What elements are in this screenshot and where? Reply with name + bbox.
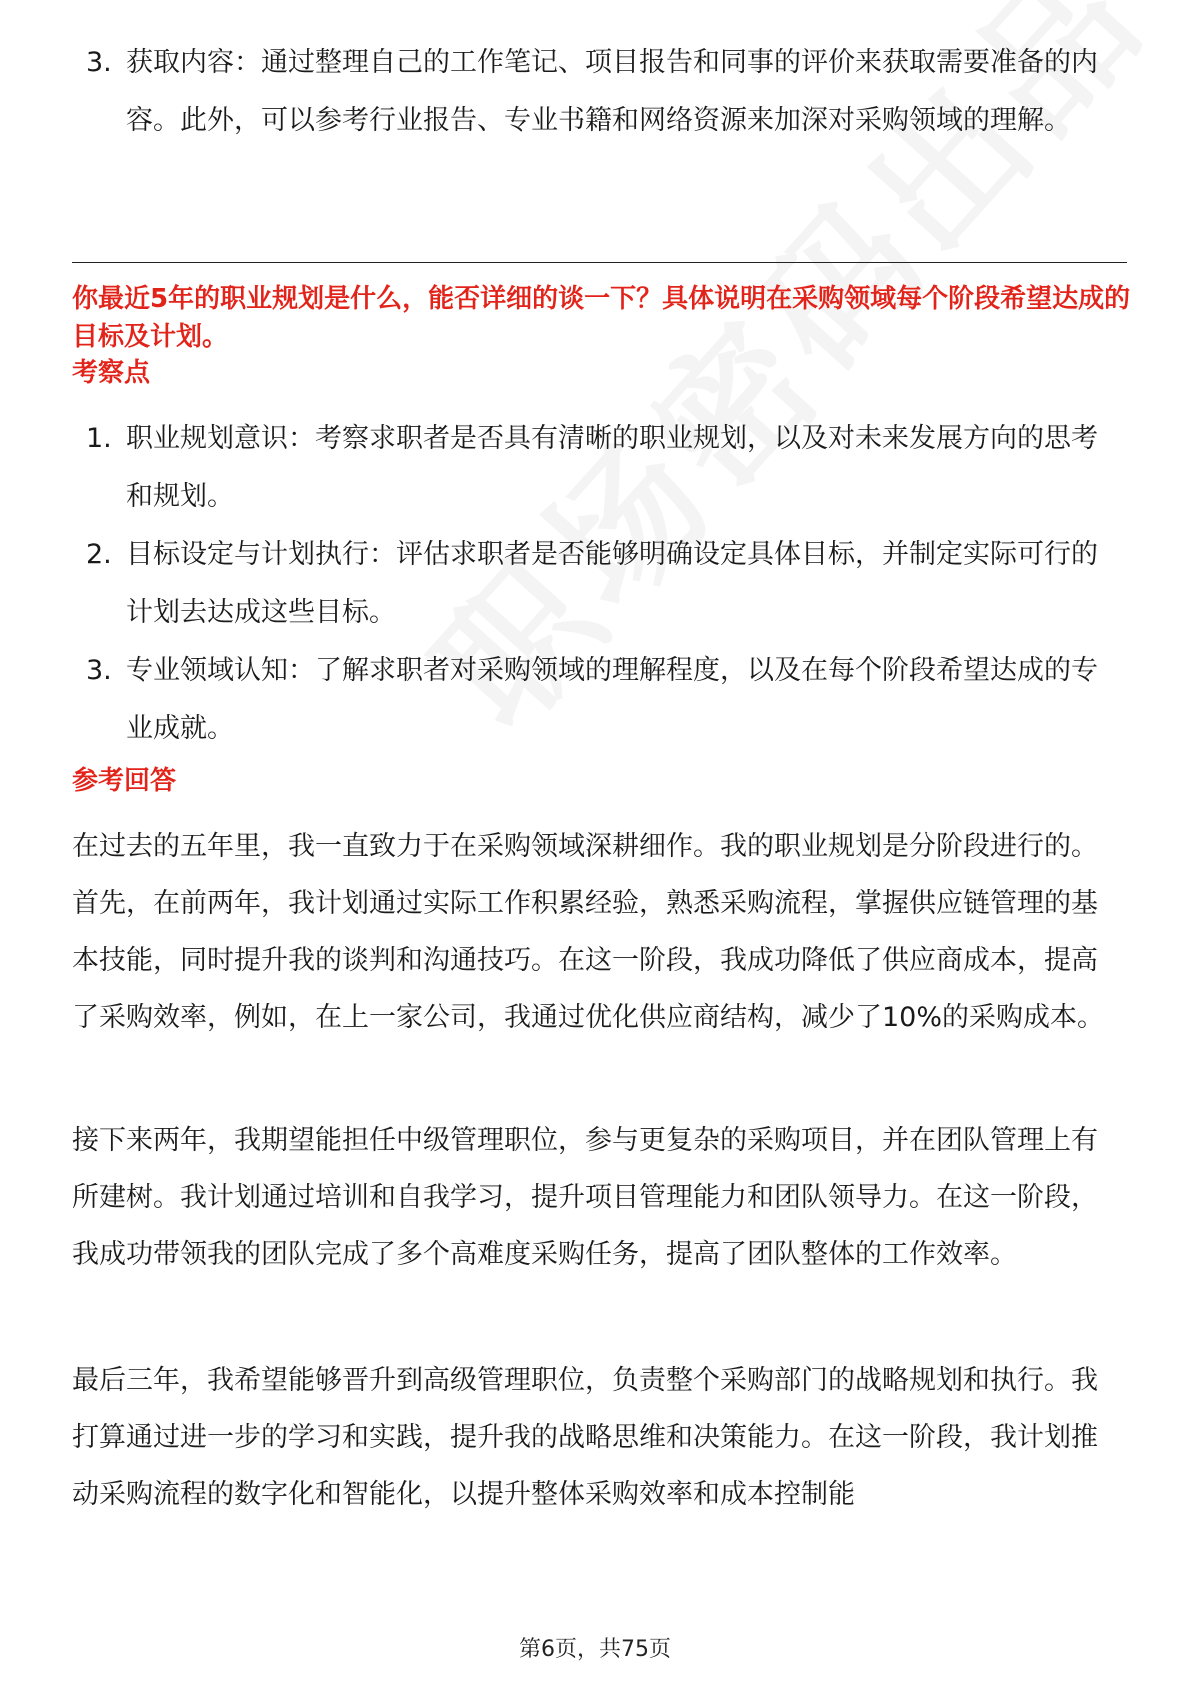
list-item <box>80 526 1110 642</box>
list-number: 3. <box>86 655 112 686</box>
question-title: 你最近5年的职业规划是什么，能否详细的谈一下？具体说明在采购领域每个阶段希望达成的目标及计划。 <box>72 284 1131 352</box>
list-text: 目标设定与计划执行：评估求职者是否能够明确设定具体目标，并制定实际可行的计划去达成这些目标。 <box>126 539 1098 628</box>
answer-heading: 参考回答 <box>72 766 177 796</box>
list-text: 职业规划意识：考察求职者是否具有清晰的职业规划，以及对未来发展方向的思考和规划。 <box>126 423 1098 512</box>
page-number: 第6页，共75页 <box>519 1637 671 1662</box>
assessment-heading: 考察点 <box>72 358 151 388</box>
list-number: 3. <box>86 47 112 78</box>
top-list <box>80 34 1110 150</box>
list-number: 1. <box>86 423 112 454</box>
answer-paragraph: 最后三年，我希望能够晋升到高级管理职位，负责整个采购部门的战略规划和执行。我打算通过进一步的学习和实践，提升我的战略思维和决策能力。在这一阶段，我计划推动采购流程的数字化和智能化，以提升整体采购效率和成本控制能 <box>72 1365 1098 1510</box>
list-item <box>80 642 1110 758</box>
answer-paragraph: 接下来两年，我期望能担任中级管理职位，参与更复杂的采购项目，并在团队管理上有所建树。我计划通过培训和自我学习，提升项目管理能力和团队领导力。在这一阶段，我成功带领我的团队完成了多个高难度采购任务，提高了团队整体的工作效率。 <box>72 1125 1098 1270</box>
answer-paragraph: 在过去的五年里，我一直致力于在采购领域深耕细作。我的职业规划是分阶段进行的。首先，在前两年，我计划通过实际工作积累经验，熟悉采购流程，掌握供应链管理的基本技能，同时提升我的谈判和沟通技巧。在这一阶段，我成功降低了供应商成本，提高了采购效率，例如，在上一家公司，我通过优化供应商结构，减少了10%的采购成本。 <box>72 831 1105 1033</box>
list-text: 专业领域认知：了解求职者对采购领域的理解程度，以及在每个阶段希望达成的专业成就。 <box>126 655 1098 744</box>
section-divider <box>72 262 1127 263</box>
list-number: 2. <box>86 539 112 570</box>
list-text: 获取内容：通过整理自己的工作笔记、项目报告和同事的评价来获取需要准备的内容。此外，可以参考行业报告、专业书籍和网络资源来加深对采购领域的理解。 <box>126 47 1098 136</box>
list-item <box>80 34 1110 150</box>
assessment-list <box>80 410 1110 758</box>
list-item <box>80 410 1110 526</box>
